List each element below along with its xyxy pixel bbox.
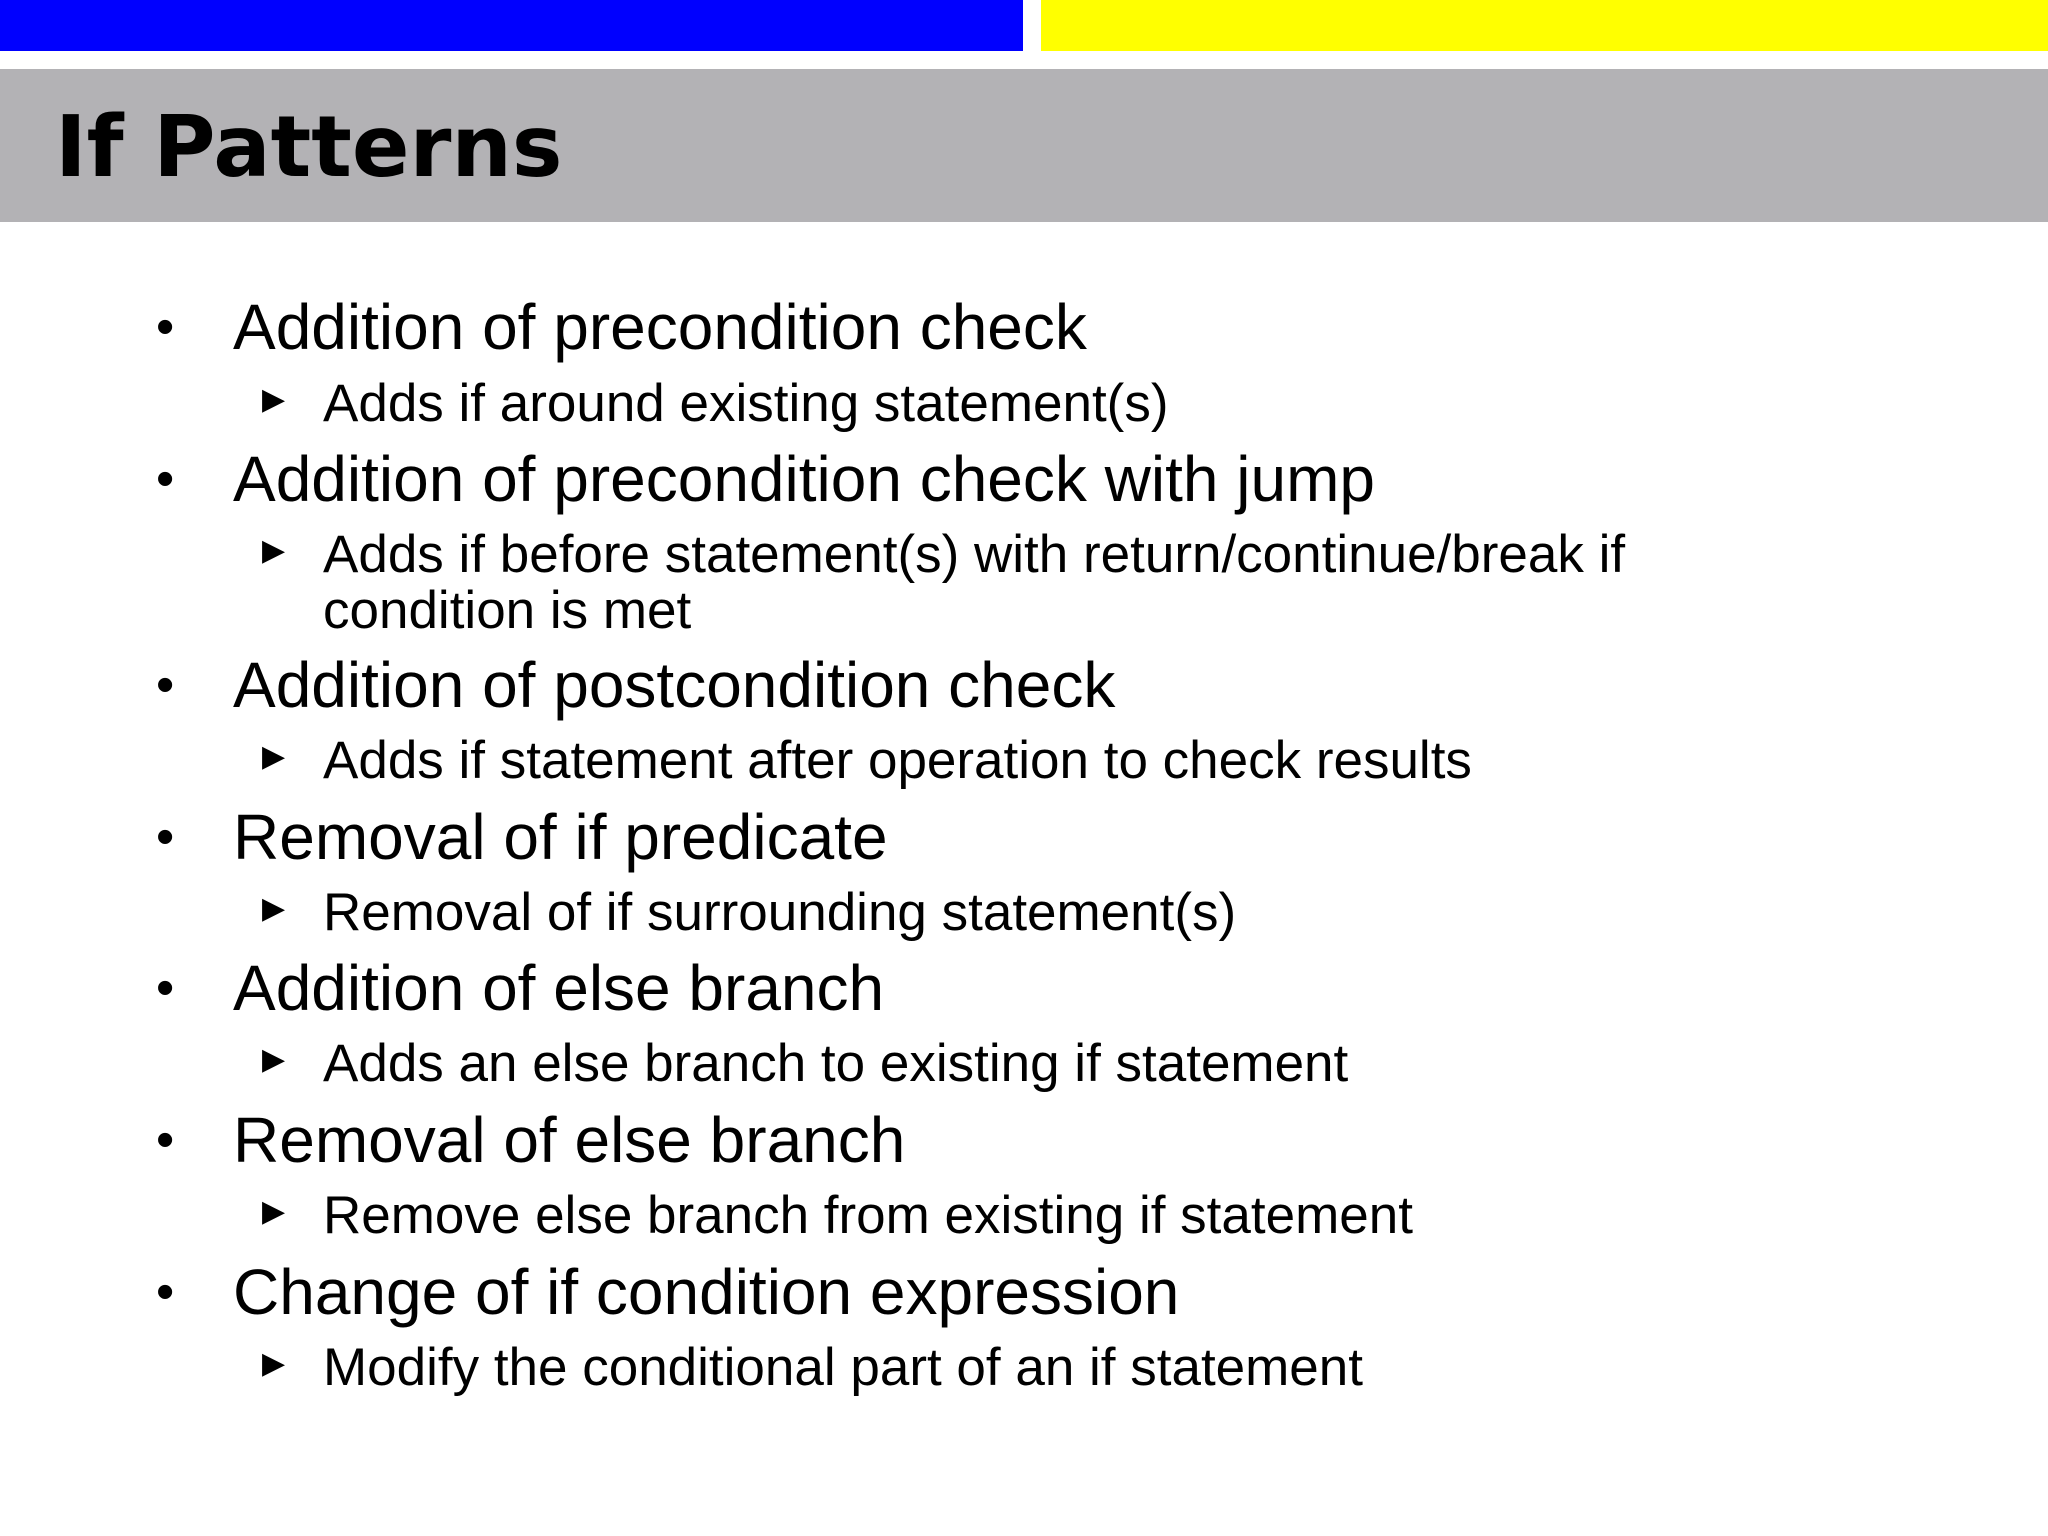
triangle-right-icon: ▶ <box>262 740 286 773</box>
bullet-text: Removal of else branch <box>233 1104 906 1176</box>
triangle-right-icon: ▶ <box>262 534 286 567</box>
sub-bullet-item <box>262 1186 1743 1245</box>
sub-bullet-item <box>262 525 1743 640</box>
bullet-item <box>156 801 888 873</box>
triangle-right-icon: ▶ <box>262 383 286 416</box>
bullet-dot-icon: • <box>156 959 175 1017</box>
bullet-item <box>156 649 1116 721</box>
bullet-text: Removal of if predicate <box>233 801 888 873</box>
bullet-text: Addition of precondition check <box>233 291 1087 363</box>
sub-bullet-text: Adds if statement after operation to check results <box>323 731 1472 790</box>
bullet-dot-icon: • <box>156 298 175 356</box>
bullet-text: Addition of else branch <box>233 952 885 1024</box>
sub-bullet-item <box>262 1338 1743 1397</box>
triangle-right-icon: ▶ <box>262 892 286 925</box>
sub-bullet-item <box>262 374 1743 433</box>
sub-bullet-text: Adds if before statement(s) with return/continue/break if condition is met <box>323 525 1626 640</box>
triangle-right-icon: ▶ <box>262 1347 286 1380</box>
sub-bullet-text: Modify the conditional part of an if statement <box>323 1338 1363 1397</box>
bullet-item <box>156 291 1087 363</box>
sub-bullet-text: Remove else branch from existing if statement <box>323 1186 1413 1245</box>
sub-bullet-item <box>262 883 1743 942</box>
triangle-right-icon: ▶ <box>262 1195 286 1228</box>
sub-bullet-item <box>262 1034 1743 1093</box>
bullet-item <box>156 952 885 1024</box>
bullet-text: Change of if condition expression <box>233 1256 1180 1328</box>
slide-title: If Patterns <box>55 98 563 197</box>
bullet-dot-icon: • <box>156 656 175 714</box>
sub-bullet-text: Adds if around existing statement(s) <box>323 374 1169 433</box>
bullet-item <box>156 443 1375 515</box>
bullet-text: Addition of precondition check with jump <box>233 443 1375 515</box>
bullet-dot-icon: • <box>156 1111 175 1169</box>
bullet-dot-icon: • <box>156 450 175 508</box>
triangle-right-icon: ▶ <box>262 1043 286 1076</box>
sub-bullet-item <box>262 731 1743 790</box>
bullet-item <box>156 1256 1180 1328</box>
bullet-item <box>156 1104 906 1176</box>
bullet-dot-icon: • <box>156 808 175 866</box>
sub-bullet-text: Removal of if surrounding statement(s) <box>323 883 1237 942</box>
top-bar-blue <box>0 0 1023 51</box>
sub-bullet-text: Adds an else branch to existing if statement <box>323 1034 1349 1093</box>
top-bar-yellow <box>1041 0 2048 51</box>
bullet-text: Addition of postcondition check <box>233 649 1116 721</box>
bullet-dot-icon: • <box>156 1263 175 1321</box>
